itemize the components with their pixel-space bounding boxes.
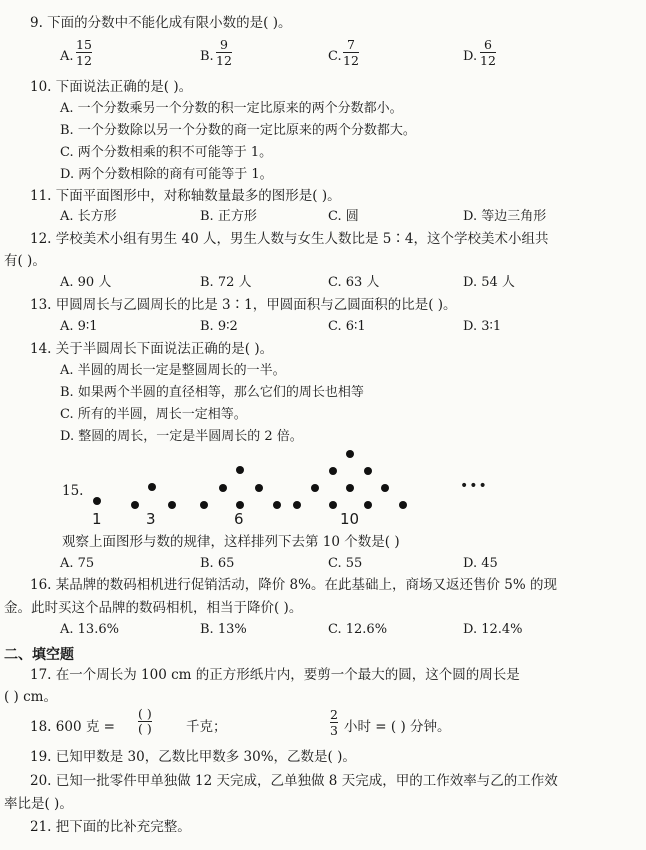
dot [236, 466, 244, 474]
fraction-denominator: 12 [343, 53, 359, 68]
q15-option-c: C. 55 [328, 556, 363, 571]
dot [329, 501, 337, 509]
q10-option-d: D. 两个分数相除的商有可能等于 1。 [60, 167, 273, 182]
q12-option-d: D. 54 人 [463, 275, 515, 290]
fraction-denominator: 12 [76, 53, 92, 68]
q9-option-a-letter: A. [60, 49, 74, 64]
figure-label-10: 10 [340, 510, 360, 528]
q10-stem: 10. 下面说法正确的是( )。 [30, 79, 193, 95]
q9-option-c-letter: C. [328, 49, 342, 64]
q16-option-d: D. 12.4% [463, 622, 523, 637]
dot [168, 501, 176, 509]
q15-option-d: D. 45 [463, 556, 498, 571]
q11-option-d: D. 等边三角形 [463, 209, 547, 224]
q17-line1: 17. 在一个周长为 100 cm 的正方形纸片内，要剪一个最大的圆，这个圆的周长是 [30, 667, 520, 683]
q14-option-b: B. 如果两个半圆的直径相等，那么它们的周长也相等 [60, 385, 364, 400]
q15-option-a: A. 75 [60, 556, 95, 571]
q13-option-b: B. 9∶2 [200, 319, 238, 334]
fraction-numerator: 2 [330, 707, 338, 722]
q20-line1: 20. 已知一批零件甲单独做 12 天完成，乙单独做 8 天完成，甲的工作效率与乙的工作效 [30, 773, 558, 789]
dot [131, 501, 139, 509]
dot [346, 450, 354, 458]
section-title: 二、填空题 [4, 647, 74, 663]
q13-option-a: A. 9∶1 [60, 319, 98, 334]
q15-number: 15. [62, 483, 84, 499]
dot [346, 484, 354, 492]
fraction-numerator: 9 [219, 37, 228, 52]
q14-stem: 14. 关于半圆周长下面说法正确的是( )。 [30, 341, 274, 357]
q13-option-c: C. 6∶1 [328, 319, 366, 334]
q12-stem-line2: 有( )。 [4, 253, 46, 269]
dot [364, 467, 372, 475]
q12-option-c: C. 63 人 [328, 275, 380, 290]
q17-line2: ( ) cm。 [4, 689, 57, 705]
q12-option-b: B. 72 人 [200, 275, 252, 290]
q12-stem-line1: 12. 学校美术小组有男生 40 人，男生人数与女生人数比是 5∶4，这个学校美术小组共 [30, 231, 549, 247]
q14-option-c: C. 所有的半圆，周长一定相等。 [60, 407, 247, 422]
fraction-denominator: ( ) [138, 721, 152, 736]
figure-ellipsis: ••• [460, 478, 488, 494]
q18-part2-fraction [330, 708, 338, 737]
q18-part1-suffix: 千克； [186, 719, 227, 735]
q9-option-c-fraction [343, 38, 359, 67]
q13-stem: 13. 甲圆周长与乙圆周长的比是 3∶1，甲圆面积与乙圆面积的比是( )。 [30, 297, 457, 313]
q16-stem-line1: 16. 某品牌的数码相机进行促销活动，降价 8%。在此基础上，商场又返还售价 5% 的现 [30, 577, 557, 593]
figure-label-3: 3 [146, 510, 156, 528]
q18-blank-fraction [138, 708, 152, 735]
q9-stem: 9. 下面的分数中不能化成有限小数的是( )。 [30, 15, 292, 31]
dot [293, 501, 301, 509]
q16-option-b: B. 13% [200, 622, 247, 637]
dot [93, 497, 101, 505]
q11-option-c: C. 圆 [328, 209, 359, 224]
figure-label-6: 6 [234, 510, 244, 528]
q16-option-a: A. 13.6% [60, 622, 119, 637]
q16-option-c: C. 12.6% [328, 622, 388, 637]
fraction-denominator: 3 [330, 723, 338, 738]
dot [329, 467, 337, 475]
q16-stem-line2: 金。此时买这个品牌的数码相机，相当于降价( )。 [4, 600, 303, 616]
q9-option-d-letter: D. [463, 49, 478, 64]
dot [148, 483, 156, 491]
fraction-numerator: 15 [76, 37, 92, 52]
q21-stem: 21. 把下面的比补充完整。 [30, 819, 191, 835]
fraction-denominator: 12 [480, 53, 496, 68]
q18-part2-suffix: 小时 = ( ) 分钟。 [344, 719, 451, 735]
dot [399, 501, 407, 509]
q9-option-a-fraction [76, 38, 92, 67]
q9-option-d-fraction [480, 38, 496, 67]
fraction-numerator: 6 [483, 37, 492, 52]
q11-option-b: B. 正方形 [200, 209, 257, 224]
q10-option-c: C. 两个分数相乘的积不可能等于 1。 [60, 145, 273, 160]
q10-option-b: B. 一个分数除以另一个分数的商一定比原来的两个分数都大。 [60, 123, 416, 138]
q20-line2: 率比是( )。 [4, 796, 73, 812]
dot [311, 484, 319, 492]
fraction-numerator: 7 [346, 37, 355, 52]
dot [236, 501, 244, 509]
dot [273, 501, 281, 509]
q14-option-a: A. 半圆的周长一定是整圆周长的一半。 [60, 363, 286, 378]
fraction-numerator: ( ) [138, 706, 152, 721]
q19-stem: 19. 已知甲数是 30，乙数比甲数多 30%，乙数是( )。 [30, 749, 356, 765]
fraction-denominator: 12 [216, 53, 232, 68]
q11-stem: 11. 下面平面图形中，对称轴数量最多的图形是( )。 [30, 188, 341, 204]
dot [200, 501, 208, 509]
q15-option-b: B. 65 [200, 556, 235, 571]
dot [381, 484, 389, 492]
figure-label-1: 1 [92, 510, 102, 528]
dot [255, 484, 263, 492]
q9-option-b-fraction [216, 38, 232, 67]
q14-option-d: D. 整圆的周长，一定是半圆周长的 2 倍。 [60, 429, 303, 444]
q9-option-b-letter: B. [200, 49, 214, 64]
q15-stem: 观察上面图形与数的规律，这样排列下去第 10 个数是( ) [62, 534, 400, 550]
q11-option-a: A. 长方形 [60, 209, 117, 224]
q10-option-a: A. 一个分数乘另一个分数的积一定比原来的两个分数都小。 [60, 101, 403, 116]
dot [219, 484, 227, 492]
dot [364, 501, 372, 509]
q13-option-d: D. 3∶1 [463, 319, 502, 334]
q18-part1-prefix: 18. 600 克 = [30, 719, 115, 735]
q12-option-a: A. 90 人 [60, 275, 112, 290]
